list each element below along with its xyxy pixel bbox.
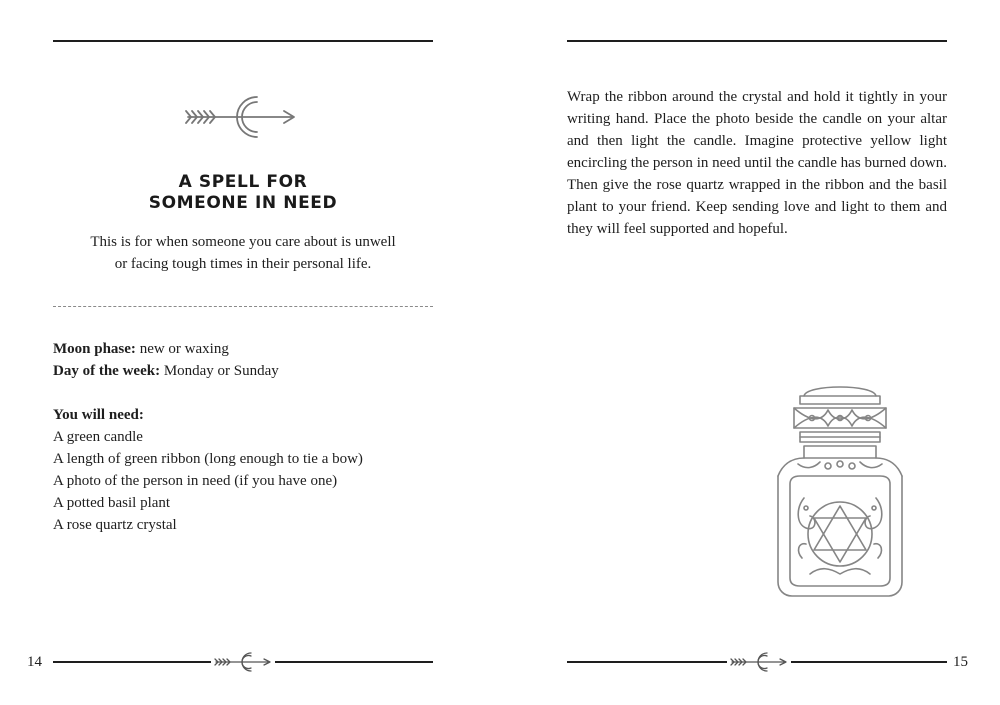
top-rule: [567, 40, 947, 42]
spell-instructions: Wrap the ribbon around the crystal and hold it tightly in your writing hand. Place the photo beside the candle on your altar and then light the candle. Imagine protective yellow light encircling the person in need until the candle has burned down. Then give the rose quartz wrapped in the ribbon and the basil plant to your friend. Keep sending love and light to them and they will feel supported and hopeful.: [567, 89, 947, 237]
moon-phase-value: new or waxing: [135, 341, 229, 357]
spell-title: [53, 172, 433, 214]
moon-phase-label: Moon phase:: [53, 341, 136, 357]
ingredient-item: A green candle: [53, 429, 143, 445]
title-line-2: SOMEONE IN NEED: [148, 193, 338, 213]
title-line-1: A SPELL FOR: [178, 172, 308, 192]
footer-rule-right: [791, 661, 947, 663]
day-of-week-label: Day of the week:: [53, 363, 161, 379]
description-line-2: or facing tough times in their personal life.: [114, 256, 372, 272]
ingredients-heading: You will need:: [53, 407, 144, 423]
top-rule: [53, 40, 433, 42]
footer-rule-left: [567, 661, 727, 663]
potion-jar-hexagram-icon: [770, 378, 910, 600]
ingredients-section: [53, 404, 363, 536]
arrow-crescent-moon-icon: [214, 651, 272, 673]
arrow-crescent-moon-icon: [730, 651, 788, 673]
ingredient-item: A photo of the person in need (if you have one): [53, 473, 338, 489]
spell-description: [53, 231, 433, 275]
ingredient-item: A rose quartz crystal: [53, 517, 177, 533]
description-line-1: This is for when someone you care about is unwell: [90, 234, 396, 250]
right-page: [500, 0, 1000, 705]
arrow-crescent-moon-icon: [184, 92, 302, 142]
page-number: 15: [953, 654, 968, 670]
moon-phase-line: [53, 338, 279, 360]
spell-timing: [53, 338, 279, 382]
page-number: 14: [27, 654, 42, 670]
day-of-week-line: [53, 360, 279, 382]
footer-rule-left: [53, 661, 211, 663]
ingredient-item: A length of green ribbon (long enough to tie a bow): [53, 451, 363, 467]
day-of-week-value: Monday or Sunday: [160, 363, 279, 379]
ingredients-list: [53, 426, 363, 536]
dashed-divider: [53, 306, 433, 307]
footer-rule-right: [275, 661, 433, 663]
ingredient-item: A potted basil plant: [53, 495, 171, 511]
